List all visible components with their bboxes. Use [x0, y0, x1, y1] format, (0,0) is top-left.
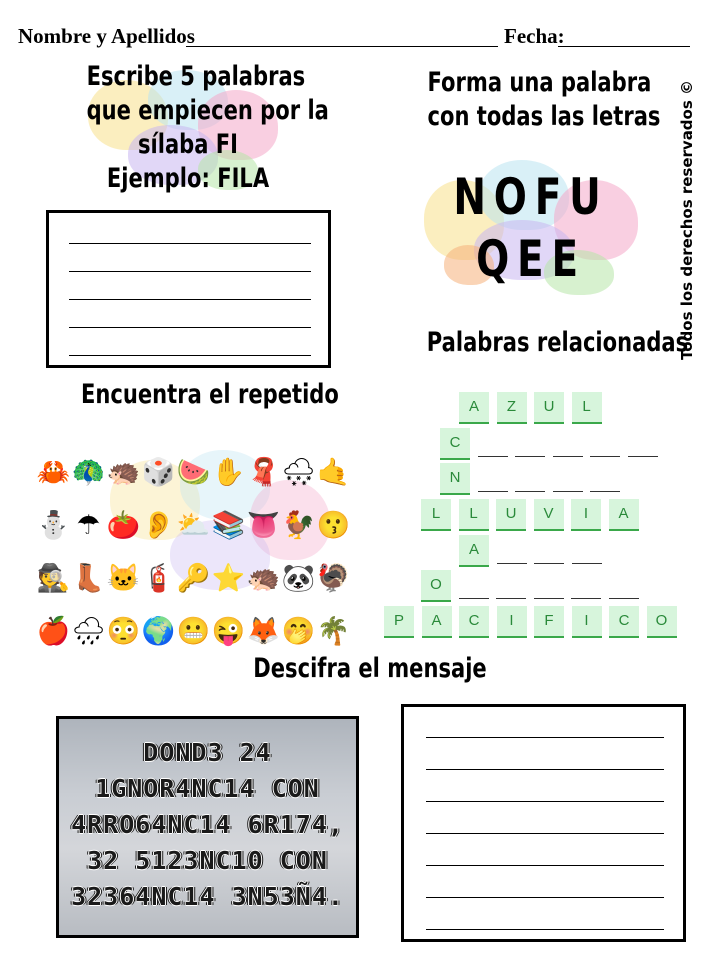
crossword-cell: C — [440, 428, 470, 460]
crossword-cell: I — [497, 606, 527, 638]
answer-line[interactable] — [69, 355, 311, 356]
message-line: 32 5123NC10 CON — [87, 846, 328, 875]
emoji-tile[interactable]: 🌍 — [141, 616, 176, 646]
emoji-tile[interactable]: 🎲 — [141, 457, 176, 487]
answer-line[interactable] — [426, 737, 664, 738]
emoji-tile[interactable]: 🌧 — [71, 616, 106, 646]
answer-line[interactable] — [69, 271, 311, 272]
emoji-tile[interactable]: 🤙 — [316, 457, 351, 487]
emoji-tile[interactable]: 🌨 — [281, 457, 316, 487]
crossword-blank[interactable] — [553, 456, 583, 457]
task3-title: Encuentra el repetido — [81, 379, 339, 410]
emoji-tile[interactable]: 👂 — [141, 510, 176, 540]
crossword-cell: A — [609, 499, 639, 531]
emoji-tile[interactable]: 📚 — [211, 510, 246, 540]
answer-line[interactable] — [426, 897, 664, 898]
answer-line[interactable] — [426, 801, 664, 802]
crossword-cell: N — [440, 463, 470, 495]
crossword-blank[interactable] — [590, 491, 620, 492]
crossword-blank[interactable] — [515, 456, 545, 457]
answer-line[interactable] — [426, 833, 664, 834]
crossword-blank[interactable] — [571, 598, 601, 599]
emoji-tile[interactable]: 🍉 — [176, 457, 211, 487]
answer-line[interactable] — [69, 327, 311, 328]
emoji-tile[interactable]: 👅 — [246, 510, 281, 540]
crossword-cell: U — [534, 392, 564, 424]
emoji-tile[interactable]: ⭐ — [211, 563, 246, 593]
emoji-tile[interactable]: 🕵 — [36, 563, 71, 593]
answer-line[interactable] — [69, 243, 311, 244]
message-line: 1GNOR4NC14 CON — [95, 774, 320, 803]
name-label: Nombre y Apellidos — [18, 24, 195, 48]
task5-answer-box[interactable] — [401, 704, 686, 942]
task2-title: Forma una palabra con todas las letras — [427, 67, 661, 132]
answer-line[interactable] — [69, 299, 311, 300]
answer-line[interactable] — [426, 865, 664, 866]
emoji-tile[interactable]: 🐼 — [281, 563, 316, 593]
message-line: 4RRO64NC14 6R174, — [71, 810, 344, 839]
crossword-blank[interactable] — [628, 456, 658, 457]
emoji-grid — [36, 446, 351, 658]
crossword-cell: L — [459, 499, 489, 531]
emoji-tile[interactable]: 🤭 — [281, 616, 316, 646]
emoji-tile[interactable]: 👢 — [71, 563, 106, 593]
emoji-tile[interactable]: ☂ — [76, 510, 101, 540]
message-line: 32364NC14 3N53Ñ4. — [71, 882, 344, 911]
letters-row-1: NOFU — [453, 168, 609, 226]
crossword-blank[interactable] — [553, 491, 583, 492]
emoji-tile[interactable]: 🦚 — [71, 457, 106, 487]
message-line: DOND3 24 — [143, 738, 272, 767]
crossword-blank[interactable] — [609, 598, 639, 599]
coded-message-box — [56, 716, 359, 938]
coded-message — [59, 735, 356, 915]
crossword-blank[interactable] — [459, 598, 489, 599]
crossword-cell: Z — [497, 392, 527, 424]
emoji-tile[interactable]: 🦔 — [246, 563, 281, 593]
crossword-blank[interactable] — [534, 598, 564, 599]
emoji-tile[interactable]: ✋ — [211, 457, 246, 487]
crossword-blank[interactable] — [496, 598, 526, 599]
emoji-tile[interactable]: 🌴 — [316, 616, 351, 646]
emoji-tile[interactable]: 🍎 — [36, 616, 71, 646]
answer-line[interactable] — [426, 929, 664, 930]
emoji-tile[interactable]: ⛅ — [176, 510, 211, 540]
emoji-tile[interactable]: 😗 — [316, 510, 351, 540]
emoji-tile[interactable]: 🧯 — [141, 563, 176, 593]
crossword-cell: P — [384, 606, 414, 638]
date-line[interactable] — [558, 46, 690, 47]
crossword-cell: C — [609, 606, 639, 638]
emoji-tile[interactable]: 🦀 — [36, 457, 71, 487]
crossword-cell: A — [459, 392, 489, 424]
crossword-cell: C — [459, 606, 489, 638]
emoji-tile[interactable]: 🧣 — [246, 457, 281, 487]
copyright-notice: Todos los derechos reservados © — [678, 79, 696, 360]
emoji-tile[interactable]: ⛄ — [36, 510, 71, 540]
task1-title: Escribe 5 palabras que empiecen por la sílaba FI Ejemplo: FILA — [86, 61, 329, 194]
letters-row-2: QEE — [476, 230, 586, 288]
answer-line[interactable] — [426, 769, 664, 770]
crossword-cell: F — [534, 606, 564, 638]
crossword-blank[interactable] — [478, 491, 508, 492]
crossword-blank[interactable] — [497, 563, 527, 564]
emoji-tile[interactable]: 🐱 — [106, 563, 141, 593]
crossword-cell: U — [496, 499, 526, 531]
emoji-tile[interactable]: 🐓 — [281, 510, 316, 540]
crossword-blank[interactable] — [590, 456, 620, 457]
scrambled-letters — [424, 166, 638, 290]
crossword-cell: L — [572, 392, 602, 424]
emoji-tile[interactable]: 😬 — [176, 616, 211, 646]
task4-title: Palabras relacionadas — [426, 327, 689, 358]
crossword-cell: O — [421, 570, 451, 602]
emoji-tile[interactable]: 😜 — [211, 616, 246, 646]
crossword-cell: V — [534, 499, 564, 531]
crossword-blank[interactable] — [515, 491, 545, 492]
task5-title: Descifra el mensaje — [253, 653, 487, 684]
emoji-tile[interactable]: 🦔 — [106, 457, 141, 487]
emoji-tile[interactable]: 🦊 — [246, 616, 281, 646]
date-label: Fecha: — [504, 24, 565, 48]
crossword-blank[interactable] — [534, 563, 564, 564]
emoji-tile[interactable]: 😳 — [106, 616, 141, 646]
crossword-cell: L — [421, 499, 451, 531]
crossword-cell: A — [459, 535, 489, 567]
emoji-tile[interactable]: 🦃 — [316, 563, 351, 593]
emoji-tile[interactable]: 🔑 — [176, 563, 211, 593]
crossword-blank[interactable] — [572, 563, 602, 564]
crossword-blank[interactable] — [478, 456, 508, 457]
crossword-cell: I — [572, 606, 602, 638]
name-line[interactable] — [186, 46, 498, 47]
crossword-cell: O — [647, 606, 677, 638]
emoji-tile[interactable]: 🍅 — [106, 510, 141, 540]
crossword-cell: I — [571, 499, 601, 531]
crossword-cell: A — [422, 606, 452, 638]
task1-answer-box[interactable] — [46, 210, 331, 368]
